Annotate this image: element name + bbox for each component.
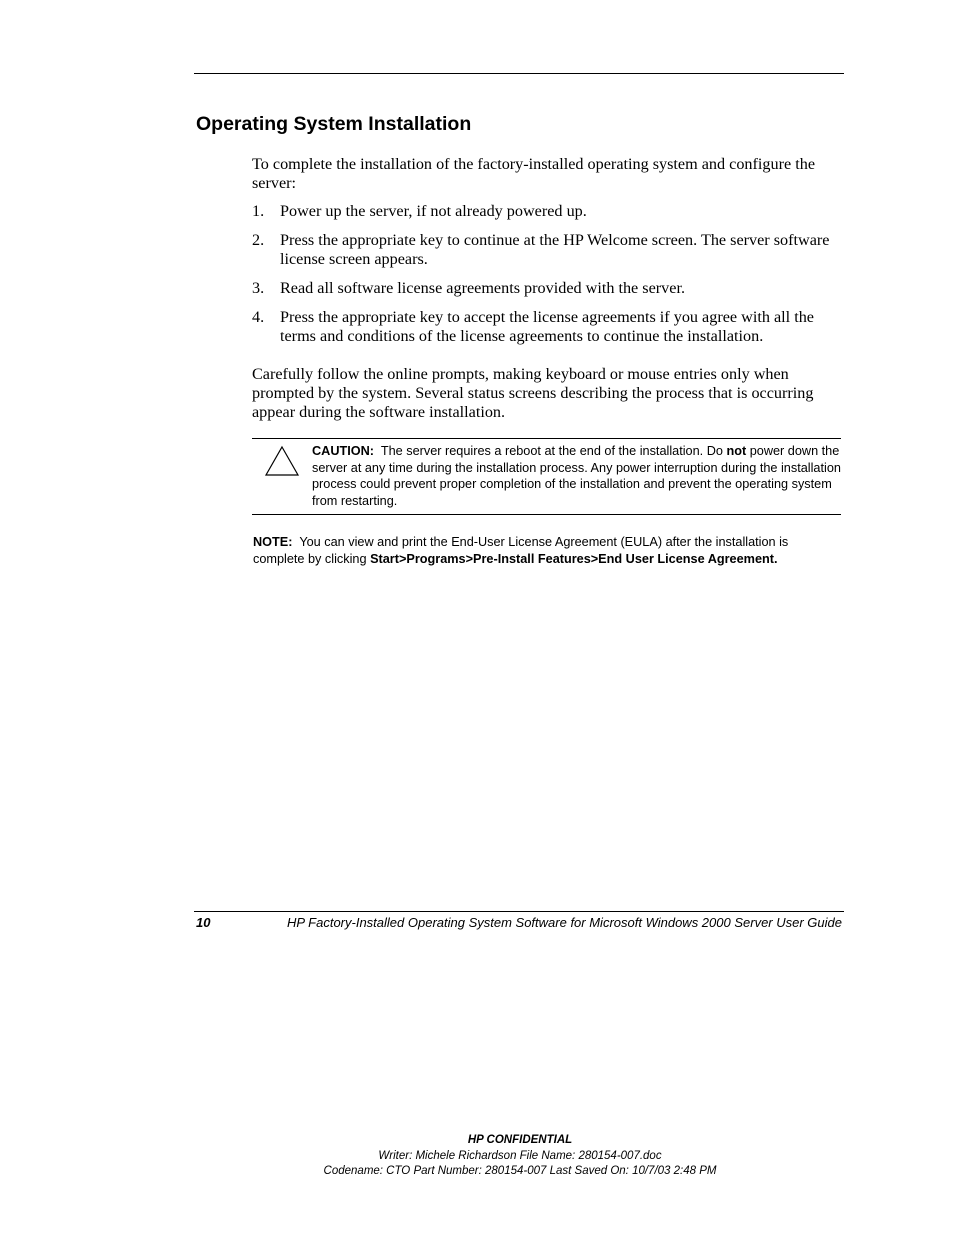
page-number: 10 (196, 915, 211, 930)
step-number: 2. (252, 231, 265, 249)
list-item (252, 231, 842, 269)
caution-label: CAUTION: (312, 444, 375, 458)
instructions-paragraph: Carefully follow the online prompts, making keyboard or mouse entries only when prompted by the system. Several status screens describing the process that is occurring appear during the software installation. (252, 365, 814, 421)
writer-file-line: Writer: Michele Richardson File Name: 280154-007.doc (378, 1149, 662, 1162)
footer-title: HP Factory-Installed Operating System Software for Microsoft Windows 2000 Server User Guide (286, 915, 842, 930)
caution-text-before: The server requires a reboot at the end of the installation. Do (380, 444, 723, 458)
installation-steps-list (252, 202, 842, 356)
step-number: 4. (252, 308, 265, 326)
step-text: Read all software license agreements provided with the server. (280, 279, 685, 297)
warning-triangle-icon (264, 445, 300, 477)
step-number: 1. (252, 202, 265, 220)
note-label: NOTE: (253, 535, 293, 549)
confidential-block (0, 1133, 954, 1180)
section-heading: Operating System Installation (196, 113, 472, 135)
list-item (252, 279, 842, 298)
list-item (252, 202, 842, 221)
codename-line: Codename: CTO Part Number: 280154-007 Last Saved On: 10/7/03 2:48 PM (323, 1165, 717, 1177)
header-rule (194, 73, 844, 74)
caution-box (252, 438, 841, 515)
list-item (252, 308, 842, 346)
step-text: Power up the server, if not already powered up. (280, 202, 587, 220)
note-text: You can view and print the End-User License Agreement (EULA) after the installation is complete by clicking (253, 535, 789, 566)
step-text: Press the appropriate key to accept the license agreements if you agree with all the terms and conditions of the license agreements to continue the installation. (280, 308, 814, 345)
caution-text-after: power down the server at any time during the installation process. Any power interruption during the installation process could prevent proper completion of the installation and prevent the operating system from restarting. (312, 444, 841, 508)
note-paragraph (253, 534, 813, 567)
footer-rule (194, 911, 844, 912)
note-menu-path: Start>Programs>Pre-Install Features>End User License Agreement. (370, 551, 778, 566)
confidential-label: HP CONFIDENTIAL (467, 1134, 573, 1146)
step-number: 3. (252, 279, 265, 297)
caution-emphasis: not (726, 444, 747, 458)
intro-paragraph: To complete the installation of the factory-installed operating system and configure the server: (252, 155, 816, 192)
step-text: Press the appropriate key to continue at the HP Welcome screen. The server software license screen appears. (280, 231, 830, 268)
caution-text (312, 443, 842, 509)
